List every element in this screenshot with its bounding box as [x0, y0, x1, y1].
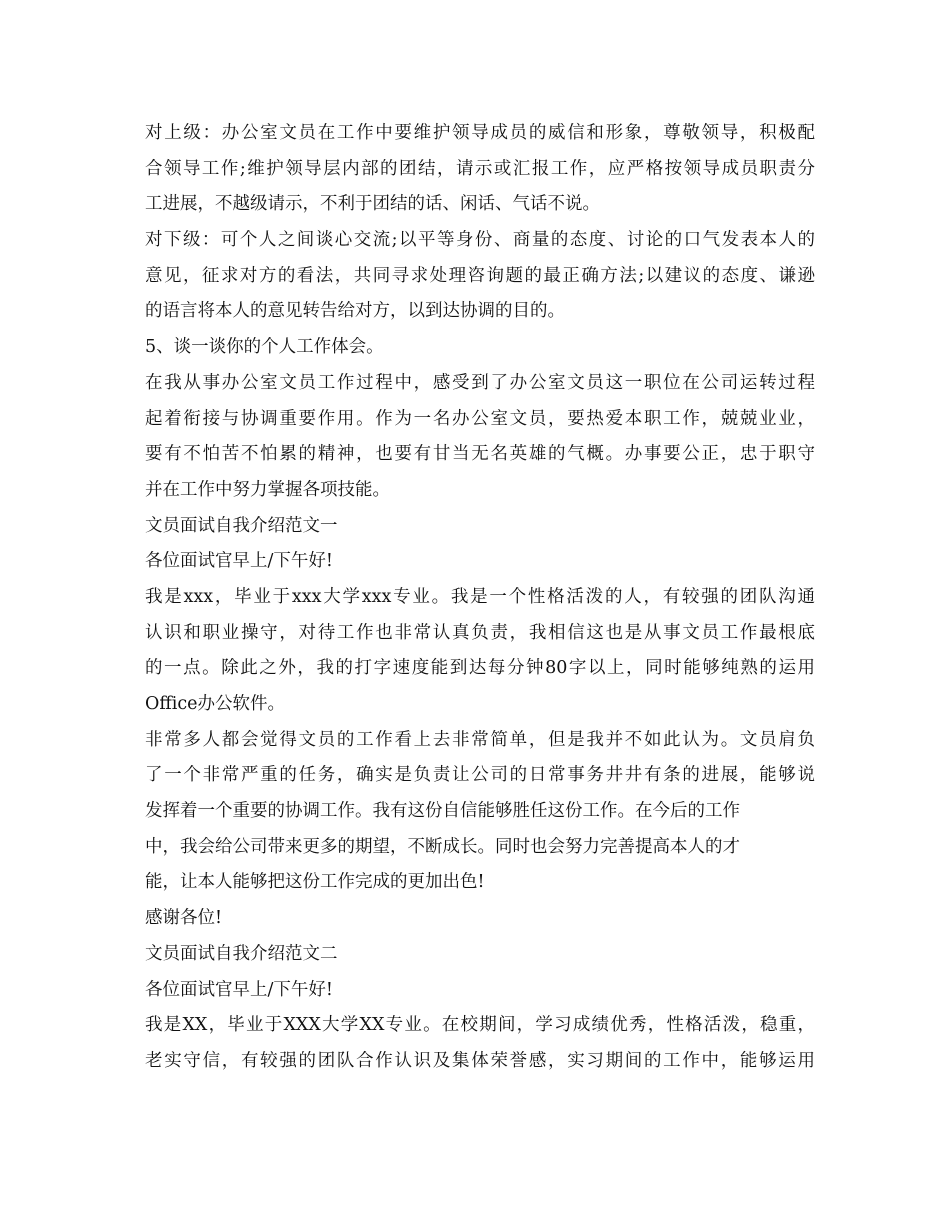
- text-line: 意见，征求对方的看法，共同寻求处理咨询题的最正确方法;以建议的态度、谦逊: [145, 265, 815, 286]
- text-line: Office办公软件。: [145, 694, 286, 714]
- text-line: 在我从事办公室文员工作过程中，感受到了办公室文员这一职位在公司运转过程: [145, 372, 815, 393]
- document-body: [145, 116, 815, 1080]
- text-line: 对上级：办公室文员在工作中要维护领导成员的威信和形象，尊敬领导，积极配: [145, 123, 815, 143]
- text-line: 中，我会给公司带来更多的期望，不断成长。同时也会努力完善提高本人的才: [145, 836, 740, 857]
- greeting-line: 各位面试官早上/下午好!: [145, 979, 333, 1000]
- text-line: 我是xxx，毕业于xxx大学xxx专业。我是一个性格活泼的人，有较强的团队沟通: [145, 586, 815, 607]
- text-line: 要有不怕苦不怕累的精神，也要有甘当无名英雄的气概。办事要公正，忠于职守: [145, 444, 815, 465]
- text-line: 了一个非常严重的任务，确实是负责让公司的日常事务井井有条的进展，能够说: [145, 765, 815, 786]
- section-heading: 文员面试自我介绍范文二: [145, 943, 338, 964]
- text-line: 起着衔接与协调重要作用。作为一名办公室文员，要热爱本职工作，兢兢业业，: [145, 408, 815, 429]
- text-line: 能，让本人能够把这份工作完成的更加出色!: [145, 872, 485, 893]
- text-line: 并在工作中努力掌握各项技能。: [145, 479, 390, 500]
- section-heading: 文员面试自我介绍范文一: [145, 515, 338, 536]
- text-line: 老实守信，有较强的团队合作认识及集体荣誉感，实习期间的工作中，能够运用: [145, 1050, 815, 1071]
- text-line: 合领导工作;维护领导层内部的团结，请示或汇报工作，应严格按领导成员职责分: [145, 158, 815, 179]
- section-heading: 5、谈一谈你的个人工作体会。: [145, 337, 384, 358]
- text-line: 对下级：可个人之间谈心交流;以平等身份、商量的态度、讨论的口气发表本人的: [145, 230, 815, 251]
- text-line: 工进展，不越级请示，不利于团结的话、闲话、气话不说。: [145, 194, 600, 215]
- greeting-line: 各位面试官早上/下午好!: [145, 551, 333, 572]
- text-line: 认识和职业操守，对待工作也非常认真负责，我相信这也是从事文员工作最根底: [145, 622, 815, 643]
- text-line: 的一点。除此之外，我的打字速度能到达每分钟80字以上，同时能够纯熟的运用: [145, 658, 815, 679]
- text-line: 我是XX，毕业于XXX大学XX专业。在校期间，学习成绩优秀，性格活泼，稳重，: [145, 1015, 815, 1036]
- closing-line: 感谢各位!: [145, 908, 223, 929]
- text-line: 的语言将本人的意见转告给对方，以到达协调的目的。: [145, 301, 565, 322]
- text-line: 非常多人都会觉得文员的工作看上去非常简单，但是我并不如此认为。文员肩负: [145, 729, 815, 750]
- text-line: 发挥着一个重要的协调工作。我有这份自信能够胜任这份工作。在今后的工作: [145, 801, 740, 822]
